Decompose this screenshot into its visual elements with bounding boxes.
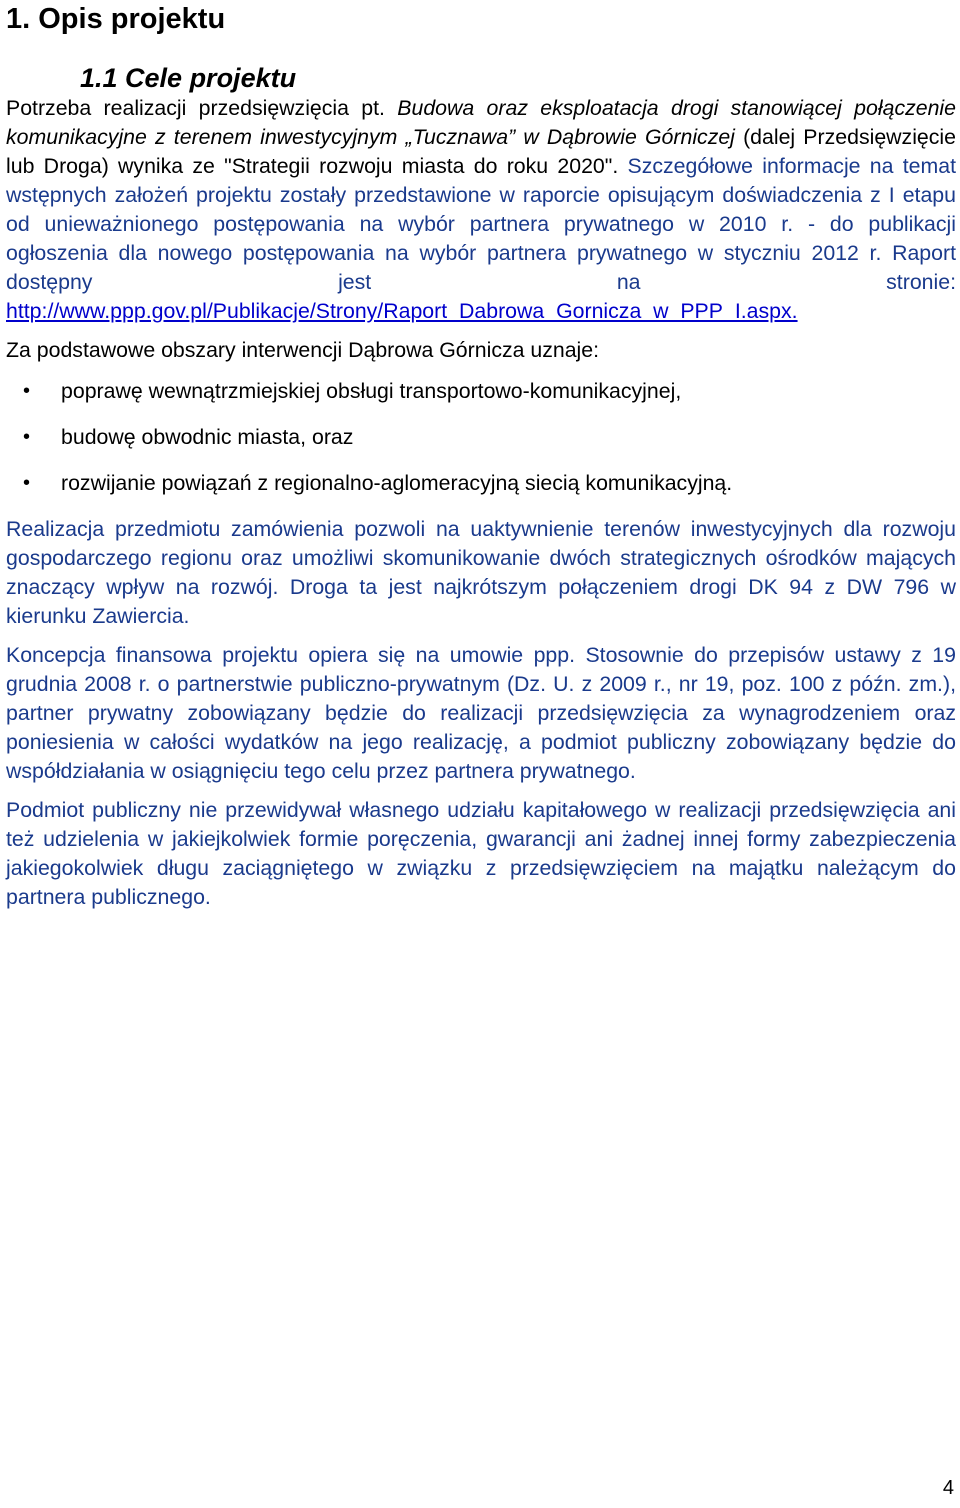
list-item bbox=[6, 423, 956, 452]
list-item-text: rozwijanie powiązań z regionalno-aglomeracyjną siecią komunikacyjną. bbox=[61, 471, 733, 495]
report-info-text: Szczegółowe informacje na temat wstępnych założeń projektu zostały przedstawione w raporcie opisującym doświadczenia z I etapu od unieważnionego postępowania na wybór partnera prywatnego w 2010 r. - do publikacji ogłoszenia dla nowego postępowania na wybór partnera prywatnego w styczniu 2012 r. Raport dostępny jest na stronie: bbox=[6, 154, 956, 294]
list-item-text: budowę obwodnic miasta, oraz bbox=[61, 425, 354, 449]
report-link[interactable]: http://www.ppp.gov.pl/Publikacje/Strony/Raport_Dabrowa_Gornicza_w_PPP_I.aspx. bbox=[6, 299, 798, 323]
bullet-icon: • bbox=[23, 380, 31, 402]
paragraph-realization: Realizacja przedmiotu zamówienia pozwoli na uaktywnienie terenów inwestycyjnych dla rozwoju gospodarczego regionu oraz umożliwi skomunikowanie dwóch strategicznych ośrodków mających znaczący wpływ na rozwój. Droga ta jest najkrótszym połączeniem drogi DK 94 z DW 796 w kierunku Zawiercia. bbox=[6, 517, 956, 628]
section-heading: 1. Opis projektu bbox=[6, 3, 226, 35]
document-page bbox=[6, 0, 956, 912]
page-number: 4 bbox=[942, 1477, 954, 1499]
paragraph-intervention: Za podstawowe obszary interwencji Dąbrowa Górnicza uznaje: bbox=[6, 338, 600, 362]
paragraph-financing: Koncepcja finansowa projektu opiera się na umowie ppp. Stosownie do przepisów ustawy z 19 grudnia 2008 r. o partnerstwie publiczno-prywatnym (Dz. U. z 2009 r., nr 19, poz. 100 z późn. zm.), partner prywatny zobowiązany będzie do realizacji przedsięwzięcia za wynagrodzeniem oraz poniesienia w całości wydatków na jego realizację, a podmiot publiczny zobowiązany będzie do współdziałania w osiągnięciu tego celu przez partnera prywatnego. bbox=[6, 643, 956, 783]
intervention-list bbox=[6, 377, 956, 498]
list-item-text: poprawę wewnątrzmiejskiej obsługi transportowo-komunikacyjnej, bbox=[61, 379, 682, 403]
bullet-icon: • bbox=[23, 426, 31, 448]
project-title: Budowa oraz eksploatacja drogi stanowiącej połączenie komunikacyjne z terenem inwestycyjnym „Tucznawa” w Dąbrowie Górniczej bbox=[6, 96, 957, 149]
bullet-icon: • bbox=[23, 472, 31, 494]
intro-text: Potrzeba realizacji przedsięwzięcia pt. bbox=[6, 96, 398, 120]
list-item bbox=[6, 377, 956, 406]
paragraph-public-entity: Podmiot publiczny nie przewidywał własnego udziału kapitałowego w realizacji przedsięwzięcia ani też udzielenia w jakiejkolwiek formie poręczenia, gwarancji ani żadnej innej formy zabezpieczenia jakiegokolwiek długu zaciągniętego w związku z przedsięwzięciem na majątku należącym do partnera publicznego. bbox=[6, 798, 956, 909]
subsection-heading: 1.1 Cele projektu bbox=[80, 63, 297, 93]
paragraph-intro bbox=[6, 94, 956, 326]
intro-text-cont: (dalej Przedsięwzięcie lub Droga) wynika ze "Strategii rozwoju miasta do roku 2020". bbox=[6, 125, 956, 178]
list-item bbox=[6, 469, 956, 498]
